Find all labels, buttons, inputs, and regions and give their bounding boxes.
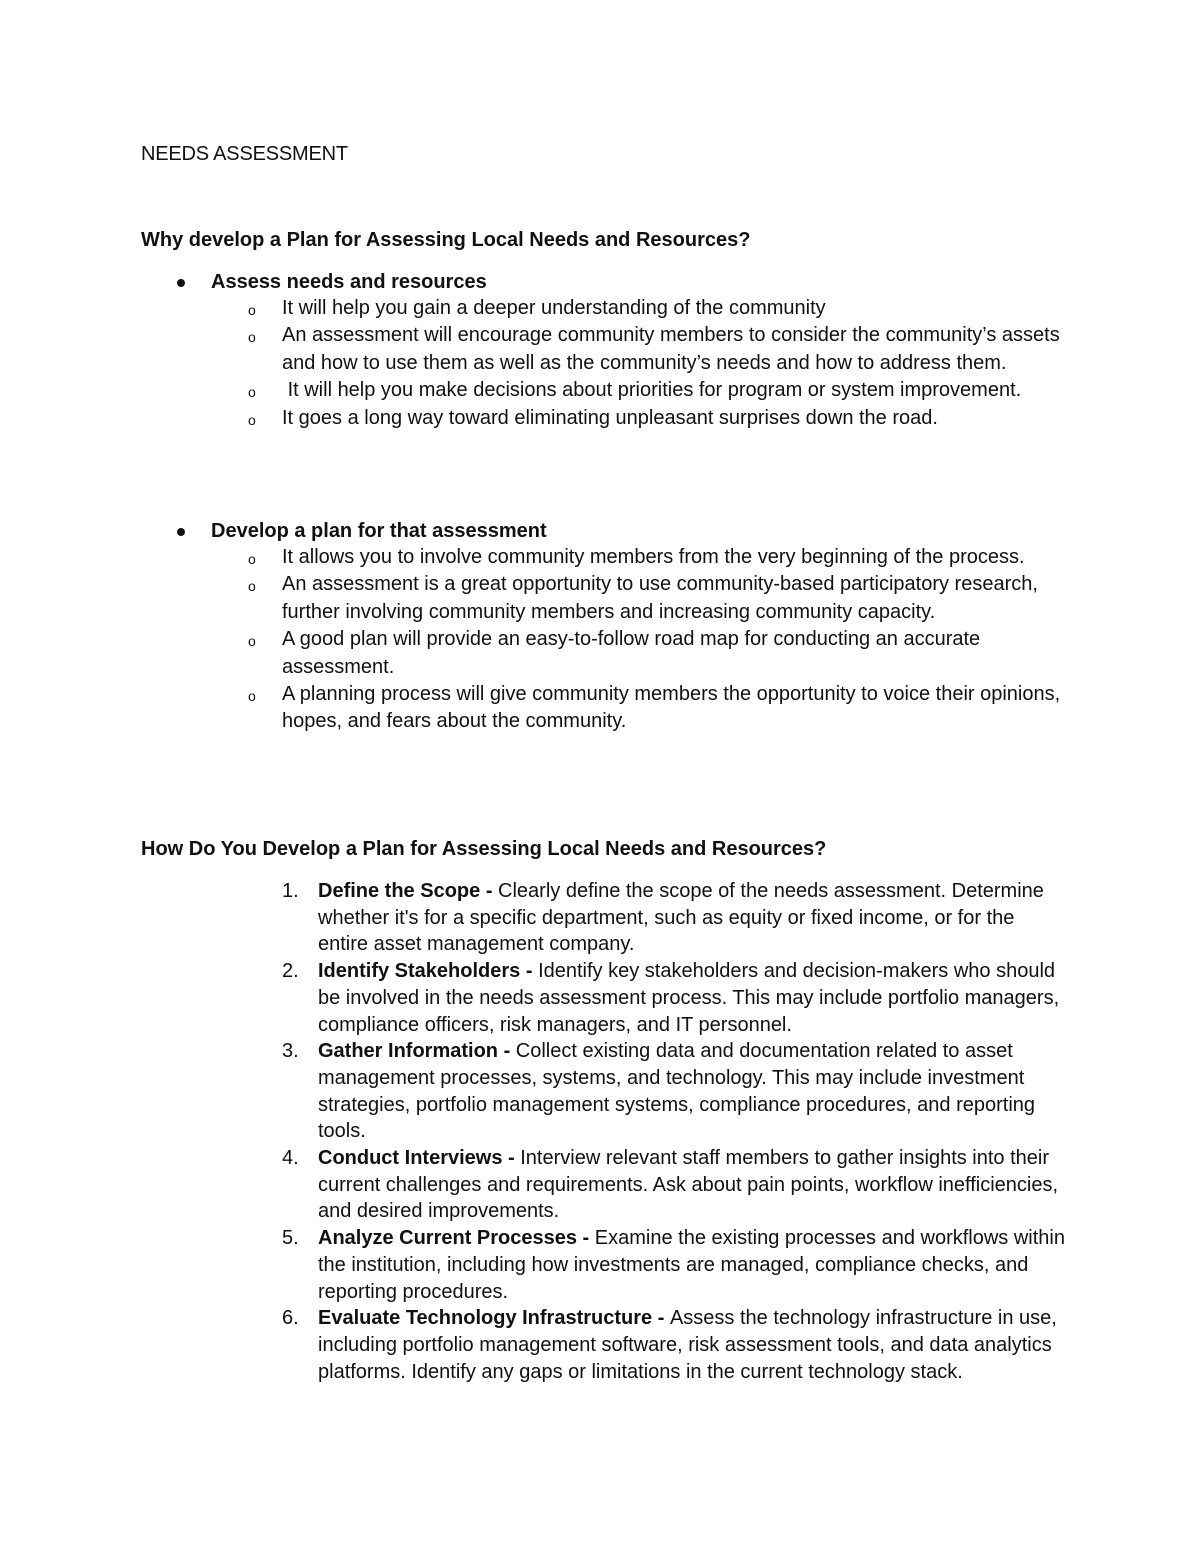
step-item	[141, 1145, 1081, 1225]
bullet-group-assess	[141, 269, 1081, 432]
bullet-heading	[141, 269, 1081, 295]
sub-bullet-text: An assessment will encourage community members to consider the community’s assets and how to use them as well as the community’s needs and how to address them.	[282, 324, 1060, 374]
section-heading-how: How Do You Develop a Plan for Assessing Local Needs and Resources?	[141, 838, 827, 860]
step-number: 1.	[282, 880, 299, 902]
sub-bullet-list	[141, 295, 1081, 432]
sub-bullet-text: It will help you gain a deeper understanding of the community	[282, 297, 826, 319]
step-item	[141, 1038, 1081, 1145]
bullet-label: Assess needs and resources	[211, 271, 487, 293]
step-text: Identify key stakeholders and decision-makers who should be involved in the needs assessment process. This may include portfolio managers, compliance officers, risk managers, and IT personnel.	[318, 960, 1060, 1036]
sub-bullet-item	[141, 544, 1081, 571]
sub-bullet-text: It allows you to involve community members from the very beginning of the process.	[282, 546, 1025, 568]
numbered-steps-list	[141, 878, 1081, 1385]
step-item	[141, 958, 1081, 1038]
step-number: 4.	[282, 1147, 299, 1170]
sub-bullet-item	[141, 377, 1081, 404]
step-title: Gather Information -	[318, 1040, 516, 1063]
step-item	[141, 1225, 1081, 1305]
step-text: Interview relevant staff members to gather insights into their current challenges and requirements. Ask about pain points, workflow inefficiencies, and desired improvements.	[318, 1147, 1059, 1223]
step-title: Analyze Current Processes -	[318, 1227, 595, 1250]
step-item	[141, 1305, 1081, 1385]
step-text: Examine the existing processes and workflows within the institution, including how investments are managed, compliance checks, and reporting procedures.	[318, 1227, 1065, 1303]
step-number: 3.	[282, 1040, 299, 1063]
bullet-dot-icon	[177, 528, 185, 536]
sub-bullet-item	[141, 405, 1081, 432]
sub-bullet-text: It will help you make decisions about priorities for program or system improvement.	[282, 379, 1022, 402]
circle-bullet-icon: o	[248, 688, 256, 705]
sub-bullet-text: An assessment is a great opportunity to use community-based participatory research, further involving community members and increasing community capacity.	[282, 573, 1038, 623]
step-number: 2.	[282, 960, 299, 983]
circle-bullet-icon: o	[248, 384, 256, 401]
circle-bullet-icon: o	[248, 633, 256, 650]
step-text: Clearly define the scope of the needs assessment. Determine whether it's for a specific department, such as equity or fixed income, or for the entire asset management company.	[318, 880, 1044, 956]
sub-bullet-text: A good plan will provide an easy-to-follow road map for conducting an accurate assessment.	[282, 628, 981, 678]
sub-bullet-list	[141, 544, 1081, 736]
step-title: Define the Scope -	[318, 880, 499, 902]
bullet-label: Develop a plan for that assessment	[211, 520, 547, 542]
step-number: 6.	[282, 1307, 299, 1330]
sub-bullet-text: A planning process will give community members the opportunity to voice their opinions, hopes, and fears about the community.	[282, 683, 1061, 733]
step-title: Conduct Interviews -	[318, 1147, 521, 1170]
sub-bullet-item	[141, 571, 1081, 626]
step-item	[141, 878, 1081, 958]
circle-bullet-icon: o	[248, 411, 256, 428]
circle-bullet-icon: o	[248, 551, 256, 567]
document-title: NEEDS ASSESSMENT	[141, 143, 348, 165]
bullet-dot-icon	[177, 279, 185, 287]
step-title: Identify Stakeholders -	[318, 960, 539, 983]
step-title: Evaluate Technology Infrastructure -	[318, 1307, 670, 1330]
bullet-heading	[141, 518, 1081, 544]
sub-bullet-text: It goes a long way toward eliminating unpleasant surprises down the road.	[282, 406, 938, 429]
sub-bullet-item	[141, 295, 1081, 322]
sub-bullet-item	[141, 322, 1081, 377]
circle-bullet-icon: o	[248, 578, 256, 595]
circle-bullet-icon: o	[248, 302, 256, 318]
step-text: Collect existing data and documentation related to asset management processes, systems, and technology. This may include investment strategies, portfolio management systems, compliance procedures, and reporting tools.	[318, 1040, 1036, 1143]
sub-bullet-item	[141, 681, 1081, 736]
bullet-group-develop	[141, 518, 1081, 736]
step-text: Assess the technology infrastructure in use, including portfolio management software, risk assessment tools, and data analytics platforms. Identify any gaps or limitations in the current technology stack.	[318, 1307, 1057, 1383]
step-number: 5.	[282, 1227, 299, 1250]
sub-bullet-item	[141, 626, 1081, 681]
circle-bullet-icon: o	[248, 329, 256, 346]
section-heading-why: Why develop a Plan for Assessing Local Needs and Resources?	[141, 229, 751, 251]
